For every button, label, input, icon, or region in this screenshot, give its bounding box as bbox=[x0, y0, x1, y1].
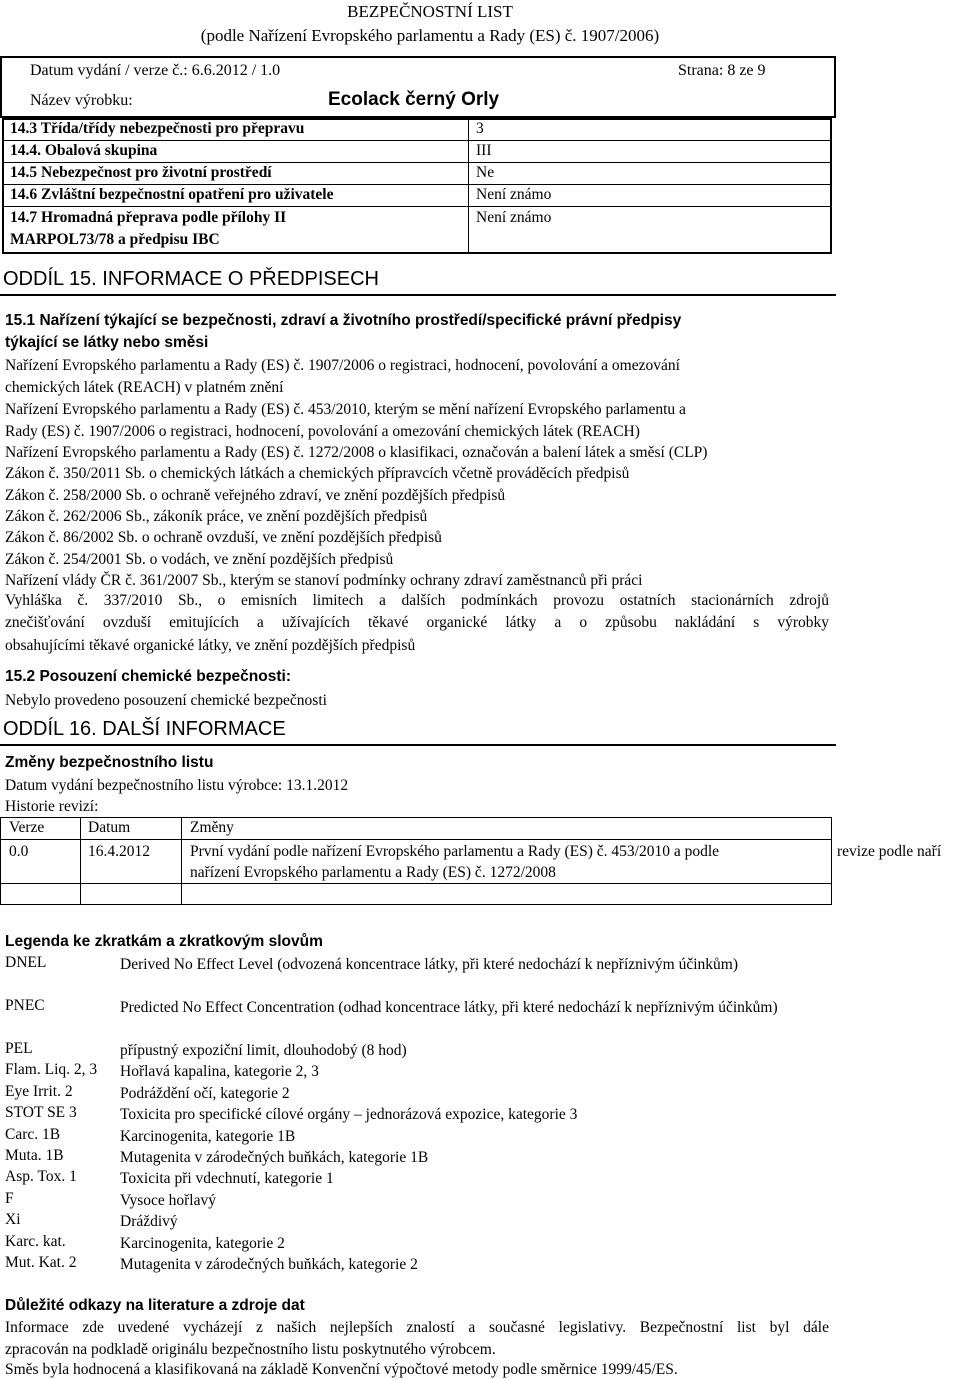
regulation-line: Zákon č. 86/2002 Sb. o ochraně ovzduší, ve znění pozdějších předpisů bbox=[5, 529, 442, 546]
abbreviation-key: Eye Irrit. 2 bbox=[5, 1083, 73, 1100]
table-row-value: III bbox=[476, 142, 492, 159]
abbreviation-key: Karc. kat. bbox=[5, 1233, 66, 1250]
abbreviation-value: Toxicita při vdechnutí, kategorie 1 bbox=[120, 1170, 334, 1187]
table-row-label: 14.4. Obalová skupina bbox=[10, 142, 158, 159]
abbreviation-value: Karcinogenita, kategorie 2 bbox=[120, 1235, 285, 1252]
abbreviation-value: Mutagenita v zárodečných buňkách, kategorie 1B bbox=[120, 1149, 429, 1166]
references-text-cont: zpracován na podkladě originálu bezpečnostního listu poskytnutého výrobcem. bbox=[5, 1341, 496, 1358]
page-number: Strana: 8 ze 9 bbox=[678, 62, 766, 79]
abbreviation-value: Derived No Effect Level (odvozená koncentrace látky, při které nedochází k nepříznivým účinkům) bbox=[120, 956, 739, 973]
abbreviation-key: Mut. Kat. 2 bbox=[5, 1254, 77, 1271]
revision-history-label: Historie revizí: bbox=[5, 798, 99, 815]
abbreviation-key: DNEL bbox=[5, 954, 47, 971]
regulation-line: Rady (ES) č. 1907/2006 o registraci, hodnocení, povolování a omezování chemických látek (REACH) bbox=[5, 423, 640, 440]
revision-version: 0.0 bbox=[9, 843, 29, 860]
abbreviation-value: Toxicita pro specifické cílové orgány – jednorázová expozice, kategorie 3 bbox=[120, 1106, 578, 1123]
regulation-line: Zákon č. 262/2006 Sb., zákoník práce, ve znění pozdějších předpisů bbox=[5, 508, 428, 525]
document-title: BEZPEČNOSTNÍ LIST bbox=[347, 2, 513, 21]
issue-date-line: Datum vydání bezpečnostního listu výrobce: 13.1.2012 bbox=[5, 777, 349, 794]
abbreviation-value: Dráždivý bbox=[120, 1213, 178, 1230]
document-subtitle: (podle Nařízení Evropského parlamentu a Rady (ES) č. 1907/2006) bbox=[200, 26, 660, 45]
abbreviation-key: Carc. 1B bbox=[5, 1126, 61, 1143]
abbreviation-key: PNEC bbox=[5, 997, 45, 1014]
regulation-line: Zákon č. 258/2000 Sb. o ochraně veřejného zdraví, ve znění pozdějších předpisů bbox=[5, 487, 506, 504]
table-row-label: 14.3 Třída/třídy nebezpečnosti pro přepravu bbox=[10, 120, 305, 137]
table-row-value: Není známo bbox=[476, 209, 552, 226]
revision-divider bbox=[80, 817, 81, 905]
section-rule bbox=[0, 294, 836, 296]
subsection-15-1-heading: 15.1 Nařízení týkající se bezpečnosti, zdraví a životního prostředí/specifické právní předpisy bbox=[5, 312, 682, 329]
revision-header-version: Verze bbox=[9, 819, 45, 836]
regulation-line: Nařízení Evropského parlamentu a Rady (ES) č. 453/2010, kterým se mění nařízení Evropského parlamentu a bbox=[5, 401, 686, 418]
revision-overflow-note: revize podle naří bbox=[837, 843, 942, 860]
regulation-line: obsahujícími těkavé organické látky, ve znění pozdějších předpisů bbox=[5, 637, 416, 654]
regulation-line: Nařízení Evropského parlamentu a Rady (ES) č. 1907/2006 o registraci, hodnocení, povolování a omezování bbox=[5, 357, 680, 374]
abbreviation-value: Vysoce hořlavý bbox=[120, 1192, 216, 1209]
abbreviation-value: Karcinogenita, kategorie 1B bbox=[120, 1128, 296, 1145]
table-divider bbox=[468, 118, 469, 254]
regulation-line: Nařízení Evropského parlamentu a Rady (ES) č. 1272/2008 o klasifikaci, označován a balení látek a směsí (CLP) bbox=[5, 444, 708, 461]
revision-change-cont: nařízení Evropského parlamentu a Rady (ES) č. 1272/2008 bbox=[190, 864, 556, 881]
regulation-line: Zákon č. 350/2011 Sb. o chemických látkách a chemických přípravcích včetně prováděcích předpisů bbox=[5, 465, 630, 482]
abbreviation-value: přípustný expoziční limit, dlouhodobý (8 hod) bbox=[120, 1042, 407, 1059]
references-heading: Důležité odkazy na literature a zdroje dat bbox=[5, 1297, 305, 1314]
table-row-label: 14.6 Zvláštní bezpečnostní opatření pro uživatele bbox=[10, 186, 334, 203]
table-row-label: 14.5 Nebezpečnost pro životní prostředí bbox=[10, 164, 272, 181]
section-16-heading: ODDÍL 16. DALŠÍ INFORMACE bbox=[3, 718, 286, 740]
references-text-cont: Směs byla hodnocená a klasifikovaná na základě Konvenční výpočtové metody podle směrnice 1999/45/ES. bbox=[5, 1361, 678, 1378]
revision-header-date: Datum bbox=[88, 819, 131, 836]
subsection-15-2-heading: 15.2 Posouzení chemické bezpečnosti: bbox=[5, 668, 291, 685]
table-row-value: Není známo bbox=[476, 186, 552, 203]
product-label: Název výrobku: bbox=[30, 92, 133, 109]
abbreviation-key: Asp. Tox. 1 bbox=[5, 1168, 77, 1185]
header-box bbox=[0, 56, 836, 118]
revision-rule bbox=[0, 883, 832, 884]
abbreviation-key: F bbox=[5, 1190, 14, 1207]
issue-date: Datum vydání / verze č.: 6.6.2012 / 1.0 bbox=[30, 62, 281, 79]
abbreviation-key: Flam. Liq. 2, 3 bbox=[5, 1061, 98, 1078]
revision-date: 16.4.2012 bbox=[88, 843, 150, 860]
regulation-line: Vyhláška č. 337/2010 Sb., o emisních limitech a dalších podmínkách provozu ostatních stacionárních zdrojů bbox=[5, 592, 829, 609]
regulation-line: Zákon č. 254/2001 Sb. o vodách, ve znění pozdějších předpisů bbox=[5, 551, 394, 568]
table-row-value: Ne bbox=[476, 164, 495, 181]
changes-heading: Změny bezpečnostního listu bbox=[5, 754, 214, 771]
regulation-line: znečišťování ovzduší emitujících a užívajících těkavé organické látky a o způsobu nakládání s výrobky bbox=[5, 614, 829, 631]
abbreviation-value: Podráždění očí, kategorie 2 bbox=[120, 1085, 290, 1102]
abbreviation-key: STOT SE 3 bbox=[5, 1104, 77, 1121]
table-row-value: 3 bbox=[476, 120, 484, 137]
table-row-label: 14.7 Hromadná přeprava podle přílohy II bbox=[10, 209, 287, 226]
revision-rule bbox=[0, 839, 832, 840]
abbreviation-key: Muta. 1B bbox=[5, 1147, 64, 1164]
abbreviation-value: Hořlavá kapalina, kategorie 2, 3 bbox=[120, 1063, 319, 1080]
chemical-safety-text: Nebylo provedeno posouzení chemické bezpečnosti bbox=[5, 692, 327, 709]
abbreviation-value: Predicted No Effect Concentration (odhad koncentrace látky, při které nedochází k nepříznivým účinkům) bbox=[120, 999, 778, 1016]
table-row-label-cont: MARPOL73/78 a předpisu IBC bbox=[10, 231, 220, 248]
revision-divider bbox=[181, 817, 182, 905]
references-text: Informace zde uvedené vycházejí z našich nejlepších znalostí a současné legislativy. Bezpečnostní list byl dále bbox=[5, 1319, 829, 1336]
legend-heading: Legenda ke zkratkám a zkratkovým slovům bbox=[5, 933, 323, 950]
regulation-line: chemických látek (REACH) v platném znění bbox=[5, 379, 284, 396]
revision-change: První vydání podle nařízení Evropského parlamentu a Rady (ES) č. 453/2010 a podle bbox=[190, 843, 720, 860]
revision-header-changes: Změny bbox=[190, 819, 234, 836]
subsection-15-1-heading-cont: týkající se látky nebo směsi bbox=[5, 334, 209, 351]
section-15-heading: ODDÍL 15. INFORMACE O PŘEDPISECH bbox=[3, 268, 379, 290]
regulation-line: Nařízení vlády ČR č. 361/2007 Sb., kterým se stanoví podmínky ochrany zdraví zaměstnanců při práci bbox=[5, 572, 643, 589]
abbreviation-key: Xi bbox=[5, 1211, 21, 1228]
abbreviation-value: Mutagenita v zárodečných buňkách, kategorie 2 bbox=[120, 1256, 418, 1273]
product-name: Ecolack černý Orly bbox=[328, 89, 500, 110]
abbreviation-key: PEL bbox=[5, 1040, 33, 1057]
section-rule bbox=[0, 744, 836, 746]
